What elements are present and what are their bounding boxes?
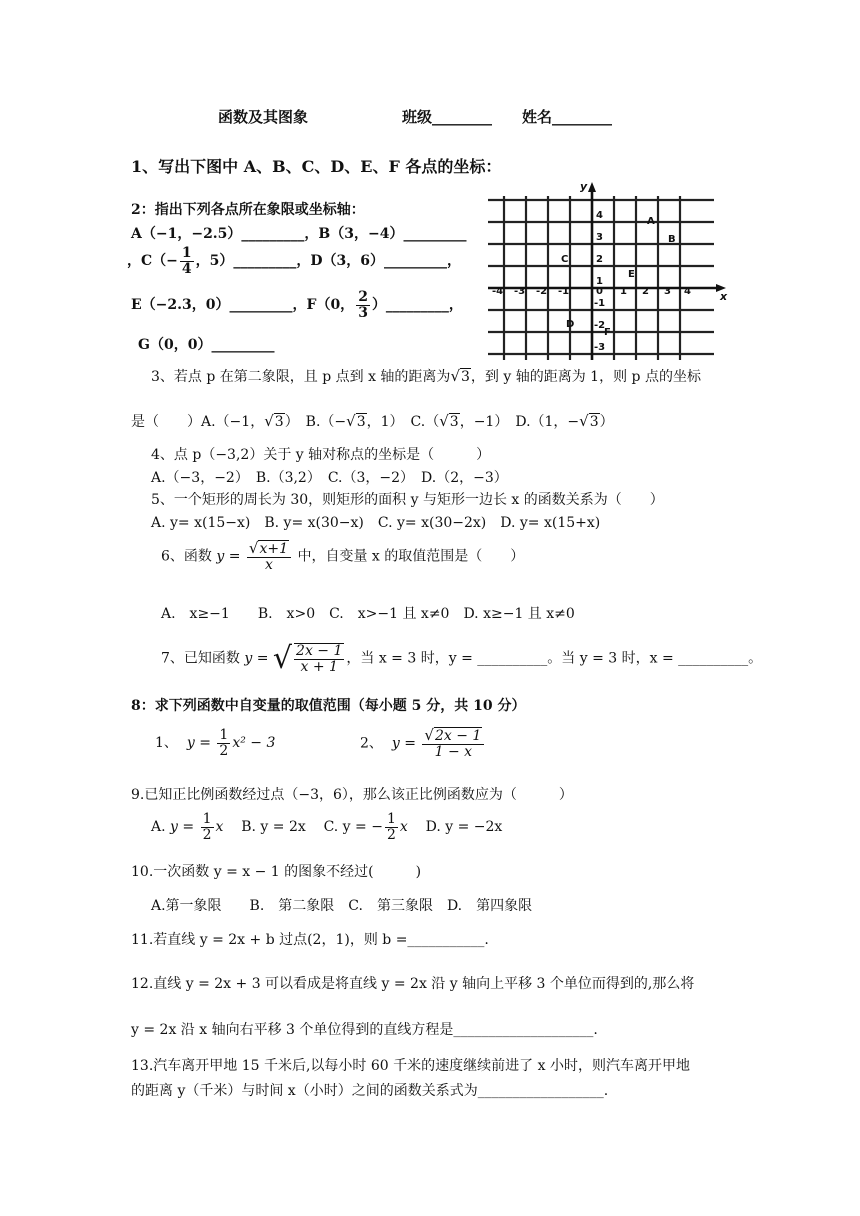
coordinate-grid [484,180,736,362]
x-axis-label: x [720,290,728,303]
y-axis-label: y [580,180,588,193]
grid-svg [484,180,736,362]
question-13-line-1: 13.汽车离开甲地 15 千米后,以每小时 60 千米的速度继续前进了 x 小时，则汽车离开甲地 [131,1058,690,1074]
y-tick-label: -2 [594,320,606,331]
question-6: 6、函数 y = $\frac{√x+1}{x}$ 中，自变量 x 的取值范围是（ ） [161,539,525,573]
x-tick-label: -1 [558,286,570,297]
point-label-c: C [561,254,569,265]
question-3: 3、若点 p 在第二象限，且 p 点到 x 轴的距离为√3，到 y 轴的距离为 1，则 p 点的坐标 [151,367,701,385]
question-13-line-2: 的距离 y（千米）与时间 x（小时）之间的函数关系式为__________________. [131,1083,609,1099]
question-2-line-a: A（−1，−2.5）_________，B（3，−4）_________ [131,226,467,242]
x-tick-label: 2 [642,286,649,297]
y-tick-label: 4 [596,210,603,221]
y-tick-label: 2 [596,254,603,265]
question-5-options: A. y= x(15−x) B. y= x(30−x) C. y= x(30−2x) D. y= x(15+x) [151,515,601,531]
x-tick-label: 3 [664,286,671,297]
question-8-part-1: 1、 y = $\frac{1}{2}$ x² − 3 [155,727,276,759]
question-10-options: A.第一象限 B. 第二象限 C. 第三象限 D. 第四象限 [151,898,533,914]
question-6-options: A. x≥−1 B. x>0 C. x>−1 且 x≠0 D. x≥−1 且 x≠0 [161,606,575,622]
question-12-line-1: 12.直线 y = 2x + 3 可以看成是将直线 y = 2x 沿 y 轴向上平移 3 个单位而得到的,那么将 [131,976,695,992]
question-8-title: 8：求下列函数中自变量的取值范围（每小题 5 分，共 10 分） [131,698,526,714]
y-tick-label: -3 [594,342,606,353]
question-4: 4、点 p（−3,2）关于 y 轴对称点的坐标是（ ） [151,447,491,463]
point-label-a: A [647,216,655,227]
y-tick-label: 3 [596,232,603,243]
x-tick-label: -2 [536,286,548,297]
question-5: 5、一个矩形的周长为 30，则矩形的面积 y 与矩形一边长 x 的函数关系为（ ） [151,492,664,508]
x-tick-label: -3 [514,286,526,297]
x-tick-label: -4 [492,286,504,297]
name-field: 姓名________ [522,108,613,126]
class-field: 班级________ [402,108,493,126]
question-7: 7、已知函数 y = √ $\frac{2x - 1}{x + 1}$ ，当 x = 3 时，y = __________。当 y = 3 时，x = __________。 [161,641,763,676]
question-12-line-2: y = 2x 沿 x 轴向右平移 3 个单位得到的直线方程是____________________. [131,1022,598,1038]
question-2-line-e: E（−2.3，0）_________，F（0， $\frac{2}{3}$ ）_________， [131,289,463,321]
x-tick-label: 4 [684,286,691,297]
page-title: 函数及其图象 [218,108,309,126]
question-4-options: A.（−3，−2） B.（3,2） C.（3，−2） D.（2，−3） [151,470,508,486]
question-2-title: 2：指出下列各点所在象限或坐标轴： [131,202,365,218]
question-8-part-2: 2、 y = $\frac{√2x - 1}{1 - x}$ [360,728,486,759]
point-label-b: B [668,234,676,245]
y-tick-label: 1 [596,276,603,287]
y-tick-label: -1 [594,298,606,309]
y-axis-arrow [588,182,596,192]
x-tick-label: 1 [620,286,627,297]
question-2-line-g: G（0，0）_________ [138,337,275,353]
question-11: 11.若直线 y = 2x + b 过点(2，1)，则 b =___________. [131,932,489,948]
question-10: 10.一次函数 y = x − 1 的图象不经过( ) [131,864,422,880]
question-2-line-c: ，C（− $\frac{1}{4}$ ，5）_________，D（3，6）_________， [127,245,461,277]
point-label-d: D [566,319,575,330]
point-label-f: F [604,327,611,338]
question-3-options: 是（ ）A.（−1，√3） B.（−√3，1） C.（√3，−1） D.（1，−√3） [131,412,614,430]
question-9: 9.已知正比例函数经过点（−3，6），那么该正比例函数应为（ ） [131,787,573,803]
question-9-options: A. y = $\frac{1}{2}$ x B. y = 2x C. y = − $\frac{1}{2}$ x D. y = −2x [151,811,503,843]
question-1: 1、写出下图中 A、B、C、D、E、F 各点的坐标： [131,157,502,176]
x-tick-label: 0 [596,286,603,297]
point-label-e: E [628,269,635,280]
